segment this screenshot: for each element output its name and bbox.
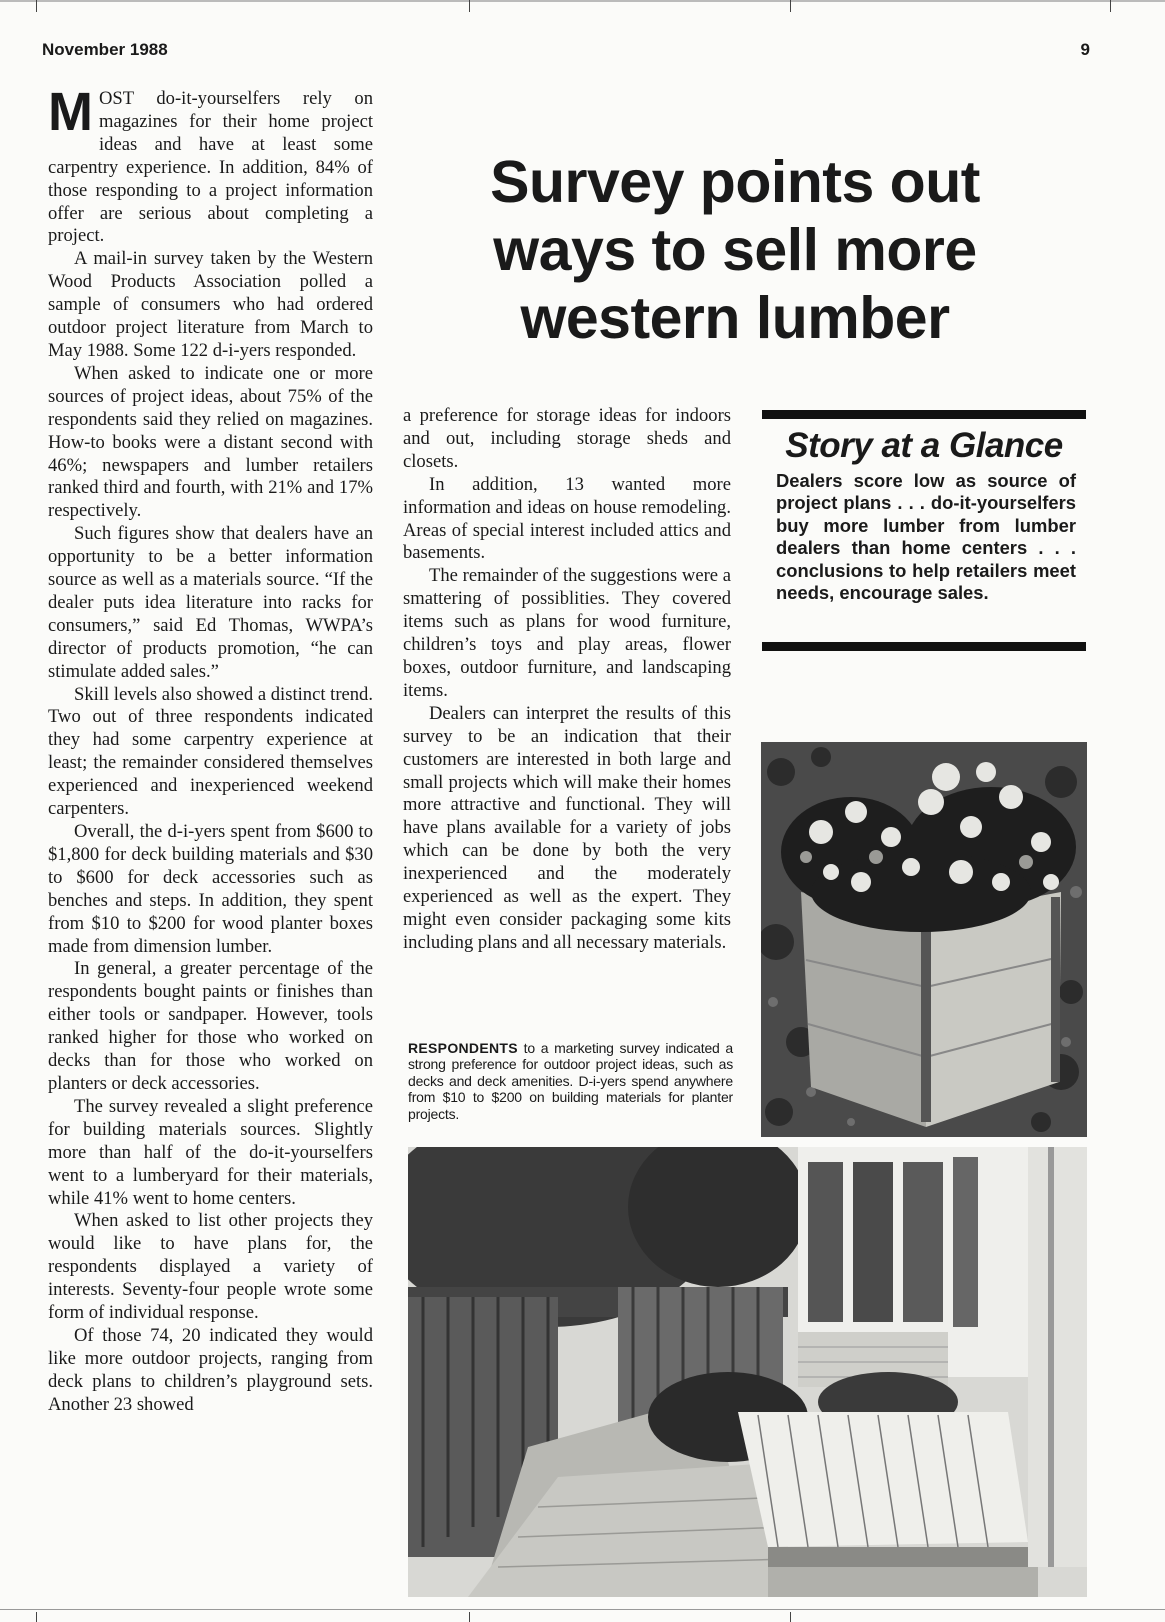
article-paragraph: Overall, the d-i-yers spent from $600 to $1,800 for deck building materials and $30 to $600 for deck accessories such as benches and steps. In addition, they spent from $10 to $200 for wood planter boxes made from dimension lumber.: [48, 821, 373, 957]
backyard-deck-and-fence-photo: [408, 1147, 1087, 1597]
sidebar-top-rule: [762, 410, 1086, 419]
article-column-1: [48, 82, 374, 1417]
crop-mark: [36, 0, 37, 12]
page-top-edge: [0, 0, 1165, 2]
caption-text: to a marketing survey indicated a strong preference for outdoor project ideas, such as decks and deck amenities. D-i-yers spend anywhere from $10 to $200 on building materials for planter projects.: [408, 1040, 733, 1122]
sidebar-bottom-rule: [762, 642, 1086, 651]
issue-date: November 1988: [42, 40, 168, 59]
crop-mark: [1110, 0, 1111, 12]
article-paragraph: Such figures show that dealers have an opportunity to be a better information source as well as a materials source. “If the dealer puts idea literature into racks for consumers,” said Ed Thomas, WWPA’s director of products promotion, “he can stimulate added sales.”: [48, 523, 373, 682]
sidebar-title: Story at a Glance: [785, 426, 1063, 465]
article-paragraph: In addition, 13 wanted more information and ideas on house remodeling. Areas of special interest included attics and basements.: [403, 473, 731, 564]
article-paragraph: When asked to list other projects they would like to have plans for, the respondents displayed a variety of interests. Seventy-four people wrote some form of individual response.: [48, 1210, 373, 1324]
article-paragraph: Dealers can interpret the results of this survey to be an indication that their customers are interested in both large and small projects which will make their homes more attractive and functional. They will have plans available for a variety of jobs which can be done by both the very inexperienced and the moderately experienced as well as the expert. They might even consider packaging some kits including plans and all necessary materials.: [403, 702, 731, 953]
crop-mark: [790, 1612, 791, 1622]
photo-caption: [408, 1040, 733, 1122]
headline-line: Survey points out: [490, 149, 980, 215]
article-paragraph: Of those 74, 20 indicated they would like more outdoor projects, ranging from deck plans to children’s playground sets. Another 23 showed: [48, 1324, 373, 1415]
article-paragraph: The remainder of the suggestions were a smattering of possiblities. They covered items such as plans for wood furniture, children’s toys and play areas, flower boxes, outdoor furniture, and landscaping items.: [403, 565, 731, 701]
page-bottom-edge: [0, 1609, 1165, 1610]
article-paragraph: In general, a greater percentage of the respondents bought paints or finishes than either tools or sandpaper. However, tools ranked higher for those who worked on decks than for those who worked on planters or deck accessories.: [48, 958, 373, 1094]
article-paragraph: Skill levels also showed a distinct trend. Two out of three respondents indicated they had some carpentry experience at least; the remainder considered themselves experienced and inexperienced weekend carpenters.: [48, 683, 374, 820]
headline-line: western lumber: [520, 285, 950, 351]
article-headline: [440, 148, 1030, 352]
planter-box-with-flowers-photo: [761, 742, 1087, 1137]
headline-line: ways to sell more: [493, 217, 977, 283]
crop-mark: [790, 0, 791, 12]
crop-mark: [36, 1612, 37, 1622]
article-paragraph: a preference for storage ideas for indoors and out, including storage sheds and closets.: [403, 405, 731, 472]
paragraph-text: OST do-it-yourselfers rely on magazines for their home project ideas and have at least some carpentry experience. In addition, 84% of those responding to a project information offer are serious about completing a project.: [48, 88, 373, 247]
crop-mark: [469, 0, 470, 12]
caption-lead: RESPONDENTS: [408, 1040, 518, 1056]
article-paragraph: When asked to indicate one or more sources of project ideas, about 75% of the respondents said they relied on magazines. How-to books were a distant second with 46%; newspapers and lumber retailers ranked third and fourth, with 21% and 17% respectively.: [48, 362, 373, 522]
crop-mark: [469, 1612, 470, 1622]
sidebar-summary: Dealers score low as source of project plans . . . do-it-yourselfers buy more lumber from lumber dealers than home centers . . . conclusions to help retailers meet needs, encourage sales.: [776, 470, 1076, 604]
article-paragraph: [48, 82, 373, 248]
article-column-2: [403, 405, 731, 955]
drop-cap: M: [48, 82, 93, 142]
article-paragraph: The survey revealed a slight preference for building materials sources. Slightly more than half of the do-it-yourselfers went to a lumberyard for their materials, while 41% went to home centers.: [48, 1095, 373, 1209]
page-number: 9: [1080, 40, 1090, 59]
article-paragraph: A mail-in survey taken by the Western Wood Products Association polled a sample of consumers who had ordered outdoor project literature from March to May 1988. Some 122 d-i-yers responded.: [48, 248, 373, 361]
